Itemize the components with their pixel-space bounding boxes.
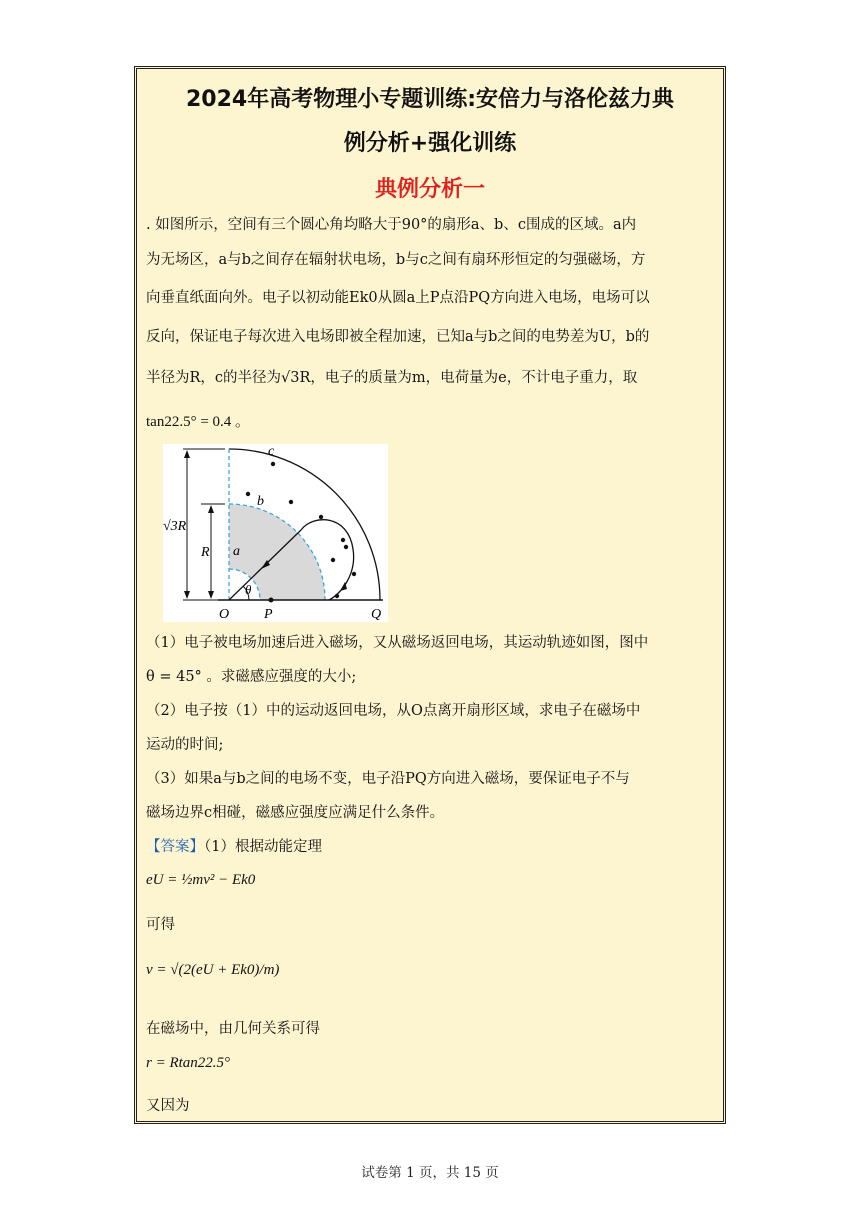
physics-figure (163, 444, 388, 622)
answer-label: 【答案】 (146, 839, 204, 855)
label-Q: Q (371, 607, 382, 622)
question-2-line-2: 运动的时间; (146, 737, 224, 753)
label-theta: θ (245, 582, 252, 597)
label-P: P (264, 607, 273, 622)
equation-2: v = √(2(eU + Ek0)/m) (146, 962, 280, 978)
question-1-line-2: θ = 45° 。求磁感应强度的大小; (146, 669, 357, 685)
answer-text-1: 可得 (146, 917, 175, 933)
problem-line-3: 向垂直纸面向外。电子以初动能Ek0从圆a上P点沿PQ方向进入电场，电场可以 (146, 290, 650, 306)
problem-line-2: 为无场区，a与b之间存在辐射状电场，b与c之间有扇环形恒定的匀强磁场，方 (146, 252, 646, 268)
problem-line-4: 反向，保证电子每次进入电场即被全程加速，已知a与b之间的电势差为U，b的 (146, 329, 650, 345)
label-c: c (268, 444, 275, 459)
label-sqrt3R: √3R (163, 519, 187, 534)
equation-1: eU = ½mv² − Ek0 (146, 872, 256, 888)
question-2-line-1: （2）电子按（1）中的运动返回电场，从O点离开扇形区域，求电子在磁场中 (146, 703, 641, 719)
answer-intro-text: （1）根据动能定理 (204, 839, 322, 855)
question-3-line-1: （3）如果a与b之间的电场不变，电子沿PQ方向进入磁场，要保证电子不与 (146, 771, 630, 787)
section-heading: 典例分析一 (374, 176, 485, 202)
label-b: b (257, 494, 264, 509)
label-O: O (219, 607, 230, 622)
problem-line-1: . 如图所示，空间有三个圆心角均略大于90°的扇形a、b、c围成的区域。a内 (146, 217, 637, 233)
label-R: R (201, 545, 210, 560)
page-title-line-1: 2024年高考物理小专题训练:安倍力与洛伦兹力典 (185, 87, 675, 112)
page-title-line-2: 例分析+强化训练 (343, 131, 517, 156)
answer-text-2: 在磁场中，由几何关系可得 (146, 1021, 320, 1037)
page-footer: 试卷第 1 页，共 15 页 (361, 1165, 499, 1181)
question-1-line-1: （1）电子被电场加速后进入磁场，又从磁场返回电场，其运动轨迹如图，图中 (146, 635, 649, 651)
label-a: a (233, 544, 240, 559)
answer-text-3: 又因为 (146, 1098, 190, 1114)
answer-intro (146, 835, 714, 856)
problem-line-5: 半径为R，c的半径为√3R，电子的质量为m，电荷量为e，不计电子重力，取 (146, 370, 638, 386)
problem-line-6: tan22.5° = 0.4 。 (146, 414, 251, 430)
equation-3: r = Rtan22.5° (146, 1055, 231, 1071)
question-3-line-2: 磁场边界c相碰，磁感应强度应满足什么条件。 (146, 805, 445, 821)
